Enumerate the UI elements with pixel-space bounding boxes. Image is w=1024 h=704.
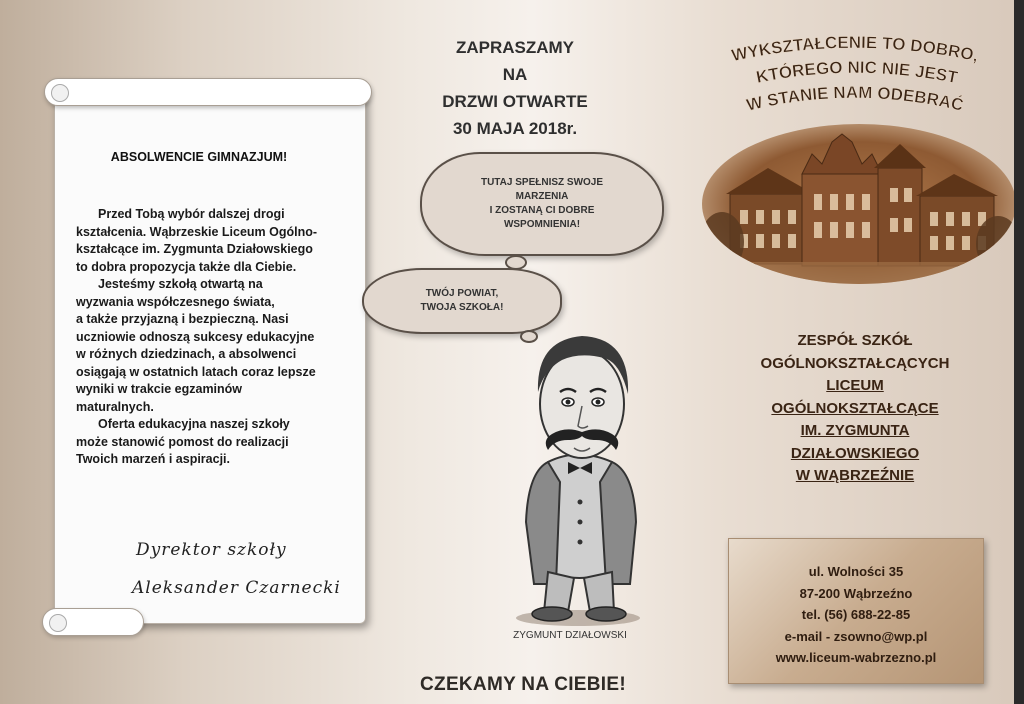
signature-name: Aleksander Czarnecki bbox=[132, 578, 341, 598]
school-name-line: ZESPÓŁ SZKÓŁ bbox=[797, 332, 913, 349]
letter-line: maturalnych. bbox=[76, 399, 154, 414]
letter-line: wyzwania współczesnego świata, bbox=[76, 294, 275, 309]
contact-website[interactable]: www.liceum-wabrzezno.pl bbox=[775, 650, 937, 665]
letter-body bbox=[76, 206, 346, 469]
scroll-curl-top bbox=[44, 78, 372, 106]
thought-cloud-large bbox=[420, 152, 664, 256]
letter-line: osiągają w ostatnich latach coraz lepsze bbox=[76, 364, 316, 379]
letter-line: to dobra propozycja także dla Ciebie. bbox=[76, 259, 297, 274]
contact-phone: tel. (56) 688-22-85 bbox=[801, 607, 911, 622]
contact-city: 87-200 Wąbrzeźno bbox=[799, 585, 913, 601]
letter-line: Oferta edukacyjna naszej szkoły bbox=[98, 417, 290, 431]
motto-line: WYKSZTAŁCENIE TO DOBRO, bbox=[729, 32, 981, 66]
open-day-invitation bbox=[410, 34, 620, 142]
motto-arc bbox=[692, 22, 1012, 122]
letter-line: Jesteśmy szkołą otwartą na bbox=[98, 277, 263, 291]
cloud-large-text: TUTAJ SPEŁNISZ SWOJE MARZENIA I ZOSTANĄ CI DOBRE WSPOMNIENIA! bbox=[480, 177, 604, 230]
figure-caption: ZYGMUNT DZIAŁOWSKI bbox=[513, 630, 627, 641]
letter-line: kształcące im. Zygmunta Działowskiego bbox=[76, 242, 313, 256]
motto-line: W STANIE NAM ODEBRAĆ bbox=[744, 82, 966, 115]
letter-heading: ABSOLWENCIE GIMNAZJUM! bbox=[110, 150, 288, 164]
letter-line: kształcenia. Wąbrzeskie Liceum Ogólno- bbox=[76, 224, 318, 239]
school-name-line: IM. ZYGMUNTA bbox=[800, 422, 910, 439]
school-name bbox=[730, 330, 980, 488]
letter-line: w różnych dziedzinach, a absolwenci bbox=[76, 347, 297, 361]
waiting-slogan: CZEKAMY NA CIEBIE! bbox=[420, 674, 626, 695]
building-drawing bbox=[702, 124, 1016, 284]
contact-box bbox=[728, 538, 984, 684]
letter-line: może stanowić pomost do realizacji bbox=[76, 434, 289, 449]
contact-email[interactable]: e-mail - zsowno@wp.pl bbox=[784, 628, 928, 644]
letter-line: wyniki w trakcie egzaminów bbox=[76, 382, 243, 396]
cloud-small-text: TWÓJ POWIAT, TWOJA SZKOŁA! bbox=[420, 288, 504, 313]
motto-line: KTÓREGO NIC NIE JEST bbox=[754, 57, 960, 88]
school-name-line: OGÓLNOKSZTAŁCĄCE bbox=[771, 399, 939, 417]
letter-line: a także przyjazną i bezpieczną. Nasi bbox=[76, 312, 289, 326]
letter-line: uczniowie odnoszą sukcesy edukacyjne bbox=[76, 329, 315, 344]
invite-line: NA bbox=[502, 65, 528, 84]
school-name-line: DZIAŁOWSKIEGO bbox=[790, 444, 920, 462]
signature-title: Dyrektor szkoły bbox=[136, 540, 287, 560]
school-name-line: LICEUM bbox=[826, 377, 884, 394]
letter-line: Przed Tobą wybór dalszej drogi bbox=[98, 207, 285, 221]
school-name-line: W WĄBRZEŹNIE bbox=[795, 467, 915, 484]
school-building-image bbox=[702, 124, 1016, 284]
invite-line: 30 MAJA 2018r. bbox=[452, 119, 578, 138]
contact-street: ul. Wolności 35 bbox=[808, 564, 904, 579]
invite-line: ZAPRASZAMY bbox=[455, 38, 575, 57]
caricature-figure bbox=[508, 322, 668, 628]
scroll-curl-bottom bbox=[42, 608, 144, 636]
school-name-line: OGÓLNOKSZTAŁCĄCYCH bbox=[760, 354, 950, 372]
letter-line: Twoich marzeń i aspiracji. bbox=[76, 452, 230, 466]
invite-line: DRZWI OTWARTE bbox=[442, 92, 588, 111]
